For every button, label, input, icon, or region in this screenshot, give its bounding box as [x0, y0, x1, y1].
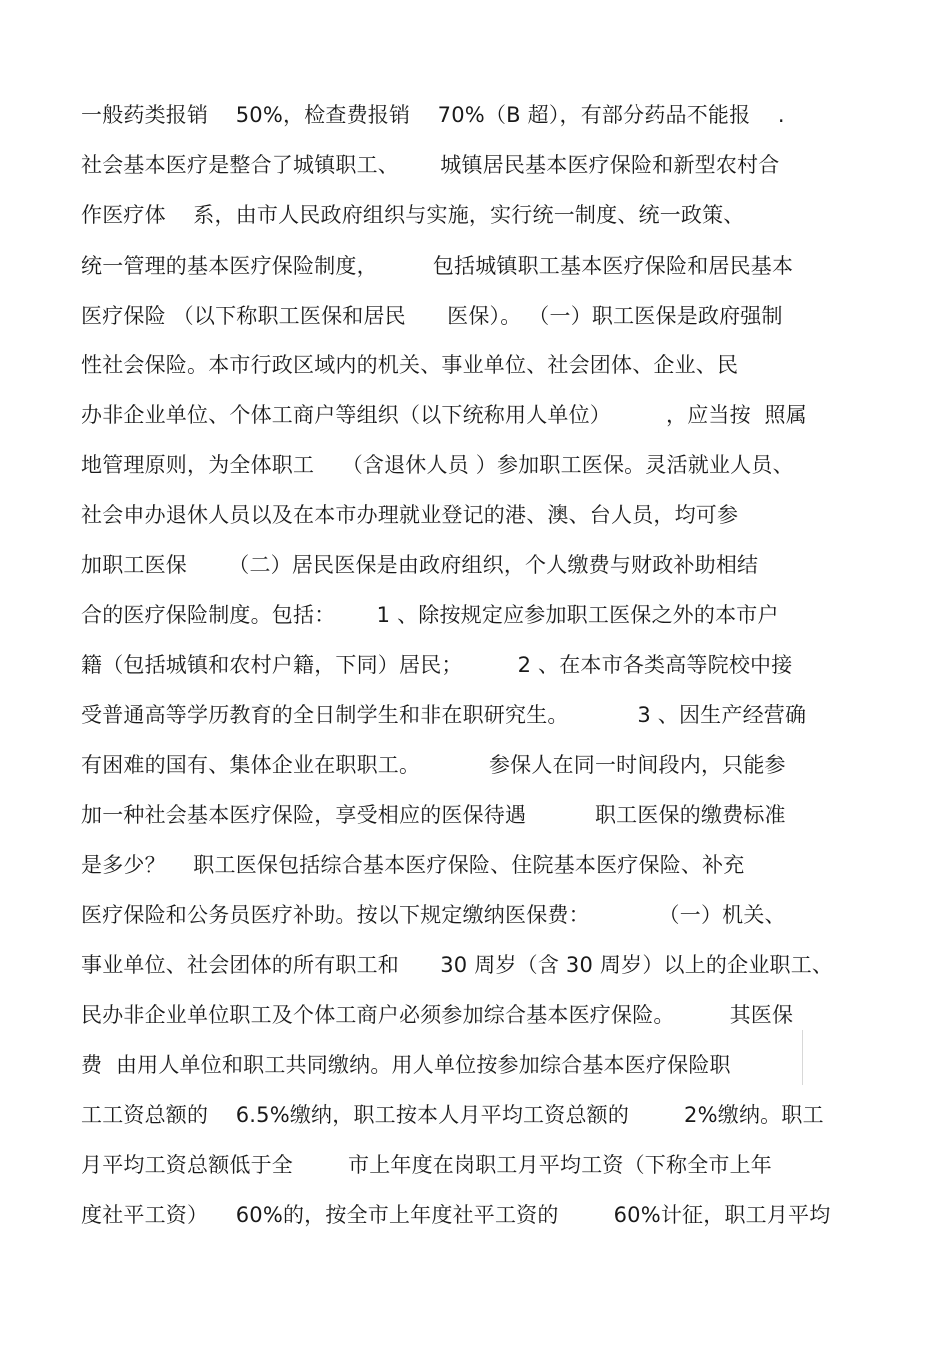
text-line: 工工资总额的 6.5%缴纳，职工按本人月平均工资总额的 2%缴纳。职工	[81, 1103, 824, 1127]
text-line: 社会申办退休人员以及在本市办理就业登记的港、澳、台人员，均可参	[81, 503, 739, 527]
text-line: 受普通高等学历教育的全日制学生和非在职研究生。 3 、因生产经营确	[81, 703, 807, 727]
text-line: 一般药类报销 50%，检查费报销 70%（B 超），有部分药品不能报 .	[81, 103, 785, 127]
text-line: 籍（包括城镇和农村户籍，下同）居民； 2 、在本市各类高等院校中接	[81, 653, 793, 677]
text-line: 度社平工资） 60%的，按全市上年度社平工资的 60%计征，职工月平均	[81, 1203, 831, 1227]
text-line: 有困难的国有、集体企业在职职工。 参保人在同一时间段内，只能参	[81, 753, 786, 777]
text-line: 医疗保险和公务员医疗补助。按以下规定缴纳医保费： （一）机关、	[81, 903, 786, 927]
text-line: 加一种社会基本医疗保险，享受相应的医保待遇 职工医保的缴费标准	[81, 803, 786, 827]
text-line: 作医疗体 系，由市人民政府组织与实施，实行统一制度、统一政策、	[81, 203, 745, 227]
text-line: 社会基本医疗是整合了城镇职工、 城镇居民基本医疗保险和新型农村合	[81, 153, 780, 177]
text-line: 性社会保险。本市行政区域内的机关、事业单位、社会团体、企业、民	[81, 353, 739, 377]
text-line: 费 由用人单位和职工共同缴纳。用人单位按参加综合基本医疗保险职	[81, 1053, 731, 1077]
text-line: 统一管理的基本医疗保险制度， 包括城镇职工基本医疗保险和居民基本	[81, 254, 794, 278]
text-line: 合的医疗保险制度。包括： 1 、除按规定应参加职工医保之外的本市户	[81, 603, 779, 627]
text-line: 医疗保险 （以下称职工医保和居民 医保）。 （一）职工医保是政府强制	[81, 304, 783, 328]
text-line: 月平均工资总额低于全 市上年度在岗职工月平均工资（下称全市上年	[81, 1153, 772, 1177]
text-line: 事业单位、社会团体的所有职工和 30 周岁（含 30 周岁）以上的企业职工、	[81, 953, 834, 977]
text-line: 是多少？ 职工医保包括综合基本医疗保险、住院基本医疗保险、补充	[81, 853, 745, 877]
text-line: 加职工医保 （二）居民医保是由政府组织，个人缴费与财政补助相结	[81, 553, 759, 577]
text-line: 民办非企业单位职工及个体工商户必须参加综合基本医疗保险。 其医保	[81, 1003, 794, 1027]
text-line: 地管理原则，为全体职工 （含退休人员 ）参加职工医保。灵活就业人员、	[81, 453, 794, 477]
text-line: 办非企业单位、个体工商户等组织（以下统称用人单位） ，应当按 照属	[81, 403, 807, 427]
margin-rule	[802, 1030, 803, 1085]
